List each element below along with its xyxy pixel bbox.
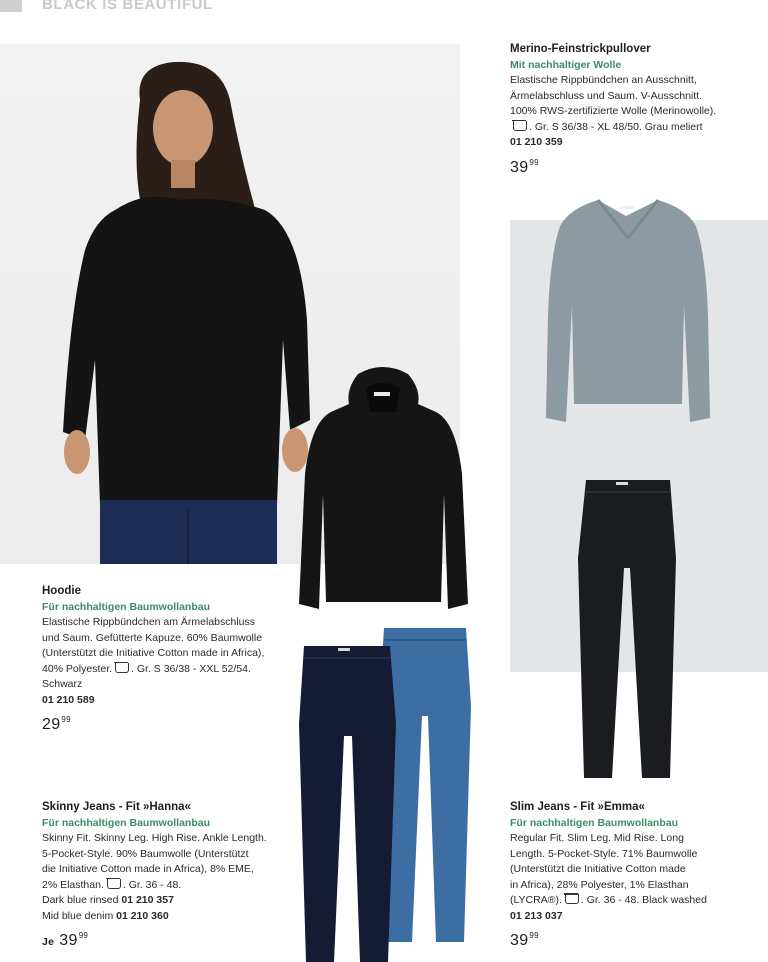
skinny-variant-mid: Mid blue denim 01 210 360: [42, 909, 169, 922]
merino-price: $39^{99}$: [510, 157, 539, 176]
skinny-title: Skinny Jeans - Fit »Hanna«: [42, 801, 191, 813]
hoodie-title: Hoodie: [42, 585, 81, 597]
hoodie-product-info: [42, 584, 292, 733]
skinny-desc-4a: 2% Elasthan.: [42, 878, 104, 891]
skinny-desc-3: die Initiative Cotton made in Africa), 8% EME,: [42, 863, 254, 875]
hoodie-article-number: 01 210 589: [42, 693, 95, 706]
wash-symbol-icon: [115, 663, 129, 673]
skinny-desc-1: Skinny Fit. Skinny Leg. High Rise. Ankle Length.: [42, 832, 267, 844]
slim-desc-4: in Africa), 28% Polyester, 1% Elasthan: [510, 878, 689, 891]
merino-product-info: [510, 42, 760, 175]
hoodie-desc-2: und Saum. Gefütterte Kapuze. 60% Baumwolle: [42, 631, 263, 644]
product-image-slim-jeans: [576, 478, 680, 782]
skinny-desc-4b: . Gr. 36 - 48.: [122, 878, 182, 891]
hoodie-color: Schwarz: [42, 678, 83, 690]
merino-subtitle: Mit nachhaltiger Wolle: [510, 58, 622, 71]
product-image-hoodie: [296, 364, 471, 619]
skinny-price: Je $39^{99}$: [42, 931, 89, 949]
skinny-variant-dark: Dark blue rinsed 01 210 357: [42, 894, 174, 906]
skinny-jeans-product-info: [42, 800, 297, 951]
merino-title: Merino-Feinstrickpullover: [510, 43, 651, 55]
slim-desc-1: Regular Fit. Slim Leg. Mid Rise. Long: [510, 832, 684, 844]
slim-desc-5b: . Gr. 36 - 48. Black washed: [580, 894, 707, 906]
model-photo-hoodie: [55, 60, 325, 564]
product-image-skinny-jeans-dark-blue: [298, 644, 398, 962]
slim-price: $39^{99}$: [510, 931, 539, 949]
section-title: BLACK IS BEAUTIFUL: [42, 0, 213, 13]
slim-subtitle: Für nachhaltigen Baumwollanbau: [510, 816, 679, 829]
wash-symbol-icon: [513, 121, 527, 131]
wash-symbol-icon: [107, 879, 121, 889]
slim-title: Slim Jeans - Fit »Emma«: [510, 801, 645, 813]
merino-desc-2: Ärmelabschluss und Saum. V-Ausschnitt.: [510, 89, 703, 102]
merino-desc-4: . Gr. S 36/38 - XL 48/50. Grau meliert: [529, 120, 703, 133]
merino-desc-3: 100% RWS-zertifizierte Wolle (Merinowolle).: [510, 105, 717, 117]
slim-desc-3: (Unterstützt die Initiative Cotton made: [510, 863, 686, 875]
slim-article-number: 01 213 037: [510, 909, 563, 922]
skinny-subtitle: Für nachhaltigen Baumwollanbau: [42, 816, 211, 829]
slim-jeans-product-info: [510, 800, 760, 949]
wash-symbol-icon: [565, 894, 579, 904]
merino-article-number: 01 210 359: [510, 136, 563, 148]
slim-desc-5a: (LYCRA®).: [510, 894, 562, 906]
hoodie-price: $29^{99}$: [42, 715, 71, 733]
hoodie-desc-1: Elastische Rippbündchen am Ärmelabschluss: [42, 616, 256, 628]
hoodie-subtitle: Für nachhaltigen Baumwollanbau: [42, 600, 211, 613]
section-tab-marker: [0, 0, 22, 12]
hoodie-desc-4a: 40% Polyester.: [42, 662, 113, 675]
product-image-merino-sweater: [546, 196, 710, 424]
slim-desc-2: Length. 5-Pocket-Style. 71% Baumwolle: [510, 847, 698, 860]
merino-desc-1: Elastische Rippbündchen an Ausschnitt,: [510, 74, 697, 86]
hoodie-desc-4b: . Gr. S 36/38 - XXL 52/54.: [131, 662, 251, 675]
skinny-desc-2: 5-Pocket-Style. 90% Baumwolle (Unterstützt: [42, 847, 249, 860]
hoodie-desc-3: (Unterstützt die Initiative Cotton made in Africa),: [42, 647, 265, 659]
